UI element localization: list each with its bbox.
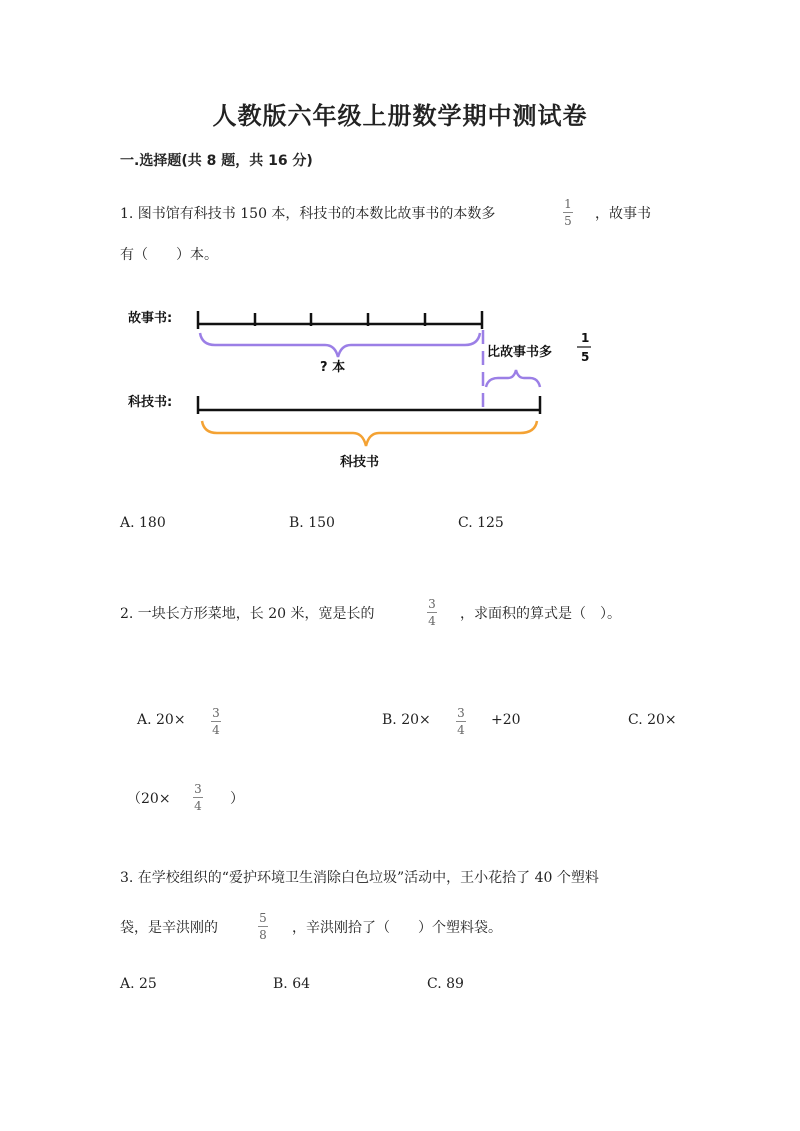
- q2-option-b-fraction: [456, 706, 466, 737]
- q2-optb-frac-num: 3: [457, 706, 465, 720]
- q2-option-a-fraction: [211, 706, 221, 737]
- q3-option-a[interactable]: A. 25: [120, 976, 157, 992]
- unknown-label: ? 本: [320, 360, 346, 375]
- science-brace: [202, 421, 537, 446]
- q3-frac-den: 8: [259, 928, 267, 942]
- q1-text-line1-end: ，故事书: [595, 206, 651, 222]
- q1-option-a[interactable]: A. 180: [120, 515, 166, 531]
- q2-option-c-close: ）: [230, 791, 244, 807]
- q2-text-end: ，求面积的算式是（ ）。: [460, 606, 621, 622]
- q2-fraction: [427, 597, 437, 628]
- extra-brace: [486, 370, 540, 387]
- q2-opta-frac-num: 3: [212, 706, 220, 720]
- q1-option-c[interactable]: C. 125: [458, 515, 504, 531]
- q2-option-c[interactable]: C. 20×: [628, 712, 677, 728]
- q2-optb-frac-den: 4: [457, 723, 465, 737]
- q2-option-c-fraction: [193, 782, 203, 813]
- science-brace-label: 科技书: [340, 455, 380, 470]
- q2-option-b[interactable]: B. 20×: [382, 712, 431, 728]
- q2-opta-frac-den: 4: [212, 723, 220, 737]
- q2-text: 2. 一块长方形菜地，长 20 米，宽是长的: [120, 606, 375, 622]
- q3-text-line2: 袋，是辛洪刚的: [120, 920, 218, 936]
- more-frac-den: 5: [581, 350, 590, 364]
- q2-optc-frac-num: 3: [194, 782, 202, 796]
- unknown-brace: [200, 333, 480, 357]
- q3-option-b[interactable]: B. 64: [273, 976, 311, 992]
- q3-text-line1: 3. 在学校组织的“爱护环境卫生消除白色垃圾”活动中，王小花拾了 40 个塑料: [120, 870, 599, 886]
- q3-option-c[interactable]: C. 89: [427, 976, 464, 992]
- q1-text-line1: 1. 图书馆有科技书 150 本，科技书的本数比故事书的本数多: [120, 206, 496, 222]
- q3-frac-num: 5: [259, 911, 267, 925]
- q1-option-b[interactable]: B. 150: [289, 515, 335, 531]
- q2-optc-frac-den: 4: [194, 799, 202, 813]
- page-title: 人教版六年级上册数学期中测试卷: [212, 102, 588, 130]
- q1-frac-den: 5: [564, 214, 572, 228]
- q1-fraction: [563, 197, 573, 228]
- q2-frac-den: 4: [428, 614, 436, 628]
- q2-option-c-line2: （20×: [127, 791, 171, 807]
- q1-diagram: [120, 300, 600, 480]
- more-label: 比故事书多: [487, 345, 553, 360]
- more-frac-num: 1: [581, 331, 590, 345]
- q3-fraction: [258, 911, 268, 942]
- q2-frac-num: 3: [428, 597, 436, 611]
- q2-option-b-suffix: +20: [491, 712, 521, 728]
- label-science-books: 科技书:: [128, 395, 173, 410]
- label-story-books: 故事书:: [128, 311, 173, 326]
- q1-frac-num: 1: [564, 197, 572, 211]
- q1-text-line2: 有（ ）本。: [120, 247, 218, 263]
- story-book-bar: [198, 311, 482, 329]
- q2-option-a[interactable]: A. 20×: [137, 712, 186, 728]
- q3-text-line2-end: ，辛洪刚拾了（ ）个塑料袋。: [292, 920, 502, 936]
- section-heading: 一.选择题(共 8 题，共 16 分): [120, 153, 313, 169]
- science-book-bar: [198, 396, 540, 414]
